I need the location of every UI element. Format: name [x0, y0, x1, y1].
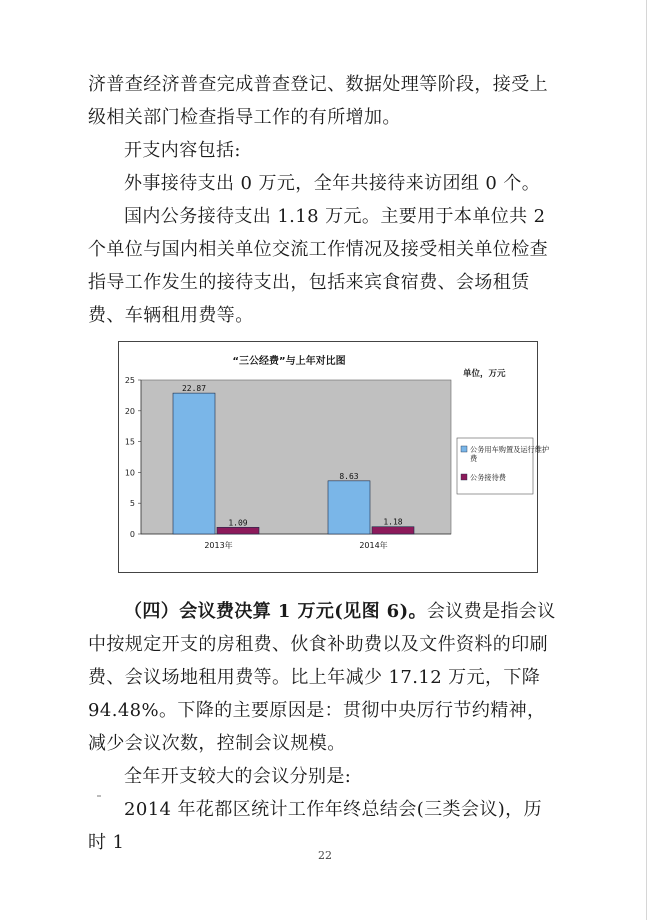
chart-figure	[118, 341, 550, 573]
bar-value-label: 22.87	[181, 384, 207, 394]
scan-speck	[97, 795, 101, 797]
bar	[173, 393, 215, 534]
y-tick-label: 25	[124, 376, 135, 385]
legend-label: 公务接待费	[470, 473, 506, 482]
bar-value-label: 1.09	[228, 518, 248, 528]
bar-value-label: 1.18	[383, 517, 403, 527]
section-4-body: 会议费是指会议中按规定开支的房租费、伙食补助费以及文件资料的印刷费、会议场地租用费等。比上年减少 17.12 万元，下降 94.48%。下降的主要原因是：贯彻中央厉行节约精神，减少会议次数，控制会议规模。	[88, 601, 556, 754]
bar	[372, 527, 414, 534]
text-block-bottom	[88, 595, 558, 859]
section-4-paragraph	[88, 595, 558, 760]
bar	[217, 527, 259, 534]
bar	[328, 481, 370, 534]
text-block-top	[88, 68, 558, 332]
paragraph-5: 全年开支较大的会议分别是:	[124, 766, 352, 787]
x-tick-label: 2013年	[204, 541, 233, 550]
bar-value-label: 8.63	[339, 471, 359, 481]
y-tick-label: 5	[129, 499, 135, 509]
y-tick-label: 15	[124, 437, 135, 447]
paragraph-2: 开支内容包括:	[124, 140, 241, 161]
section-4-heading: （四）会议费决算 1 万元(见图 6)。	[124, 601, 427, 622]
legend-label: 公务用车购置及运行维护费	[470, 445, 550, 463]
legend-swatch	[461, 446, 467, 452]
legend-swatch	[461, 474, 467, 480]
paragraph-6: 2014 年花都区统计工作年终总结会(三类会议)，历时 1	[88, 799, 542, 853]
chart-svg	[119, 342, 550, 572]
chart-title: “三公经费”与上年对比图	[232, 356, 346, 367]
y-tick-label: 10	[124, 468, 135, 478]
page-edge-line	[646, 0, 647, 920]
paragraph-1: 济普查经济普查完成普查登记、数据处理等阶段，接受上级相关部门检查指导工作的有所增加。	[88, 74, 548, 128]
paragraph-4: 国内公务接待支出 1.18 万元。主要用于本单位共 2 个单位与国内相关单位交流工作情况及接受相关单位检查指导工作发生的接待支出，包括来宾食宿费、会场租赁费、车辆租用费等。	[88, 206, 548, 326]
paragraph-3: 外事接待支出 0 万元，全年共接待来访团组 0 个。	[124, 173, 541, 194]
y-tick-label: 0	[129, 530, 135, 539]
x-tick-label: 2014年	[359, 541, 388, 550]
y-tick-label: 20	[124, 406, 135, 416]
chart-unit-label: 单位，万元	[463, 369, 506, 379]
page-number: 22	[318, 849, 332, 862]
